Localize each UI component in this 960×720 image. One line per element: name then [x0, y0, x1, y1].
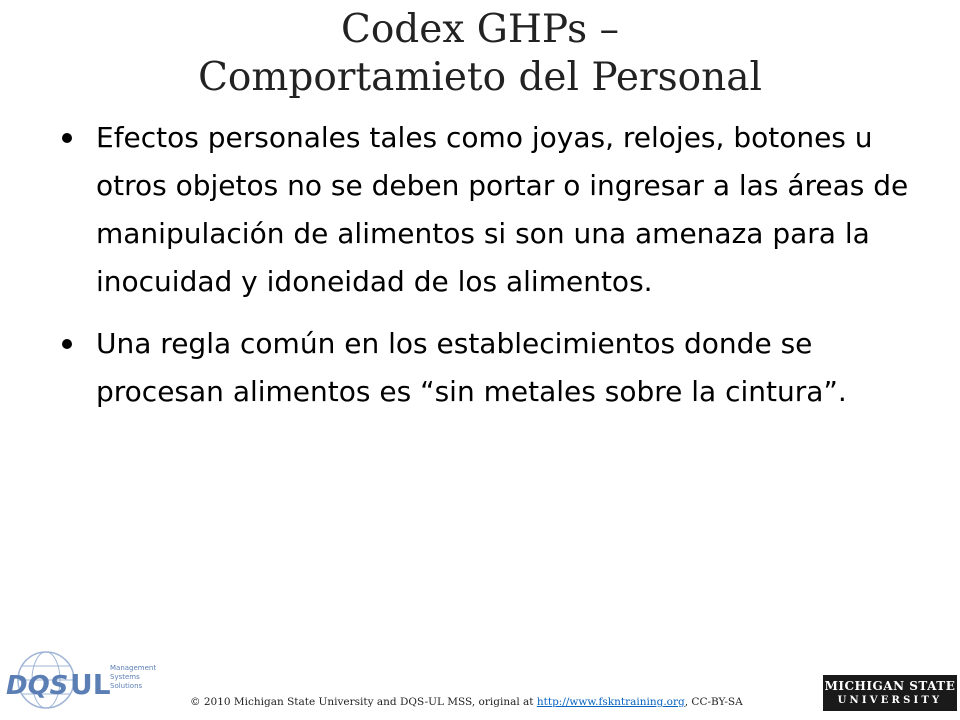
- bullet-dot-icon: [62, 133, 72, 143]
- copyright-suffix: , CC-BY-SA: [684, 696, 743, 708]
- bullet-text-2: Una regla común en los establecimientos donde se procesan alimentos es “sin metales sobre la cintura”.: [96, 327, 847, 408]
- dqs-logo-letters: DQS: [6, 671, 69, 701]
- copyright-prefix: © 2010 Michigan State University and DQS-UL MSS, original at: [190, 696, 534, 708]
- bullet-text-1: Efectos personales tales como joyas, relojes, botones u otros objetos no se deben portar o ingresar a las áreas de manipulación de alimentos si son una amenaza para la inocuidad y idoneidad de los alimentos.: [96, 121, 909, 298]
- msu-logo-bottom: UNIVERSITY: [837, 695, 943, 706]
- slide-title-line-1: Codex GHPs –: [340, 7, 620, 52]
- msu-logo-top: MICHIGAN STATE: [824, 679, 956, 693]
- dqs-logo-line-1: Management: [110, 664, 157, 672]
- slide-title-line-2: Comportamieto del Personal: [198, 55, 762, 100]
- msu-logo: [823, 675, 957, 711]
- bullet-item-2: [62, 320, 912, 416]
- bullet-list: [62, 114, 912, 430]
- ul-logo-letters: UL: [70, 668, 111, 701]
- dqs-logo-line-2: Systems: [110, 673, 140, 681]
- dqs-logo-line-3: Solutions: [110, 682, 143, 690]
- bullet-item-1: [62, 114, 912, 306]
- bullet-dot-icon: [62, 339, 72, 349]
- fskn-training-link[interactable]: http://www.fskntraining.org: [536, 696, 685, 708]
- slide-footer: [0, 646, 960, 720]
- copyright-notice: [190, 695, 743, 709]
- dqs-ul-logo: [4, 646, 157, 716]
- slide-title: [60, 6, 900, 102]
